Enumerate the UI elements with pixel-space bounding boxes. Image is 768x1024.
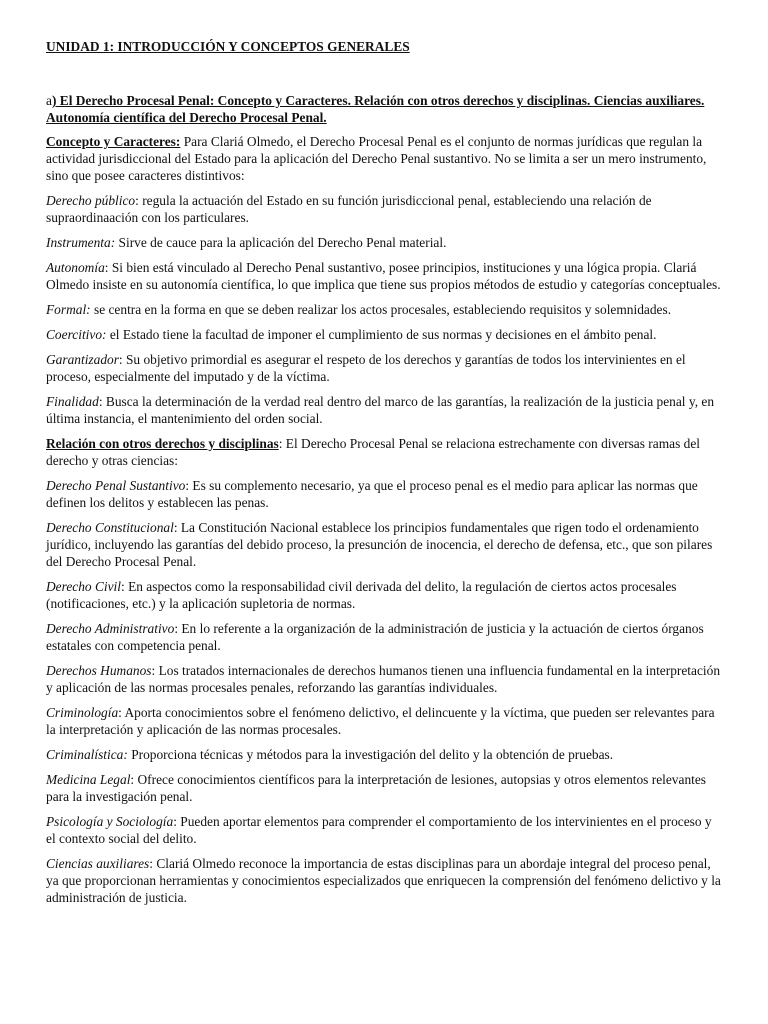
caracter-term: Formal: bbox=[46, 302, 91, 317]
caracter-term: Coercitivo: bbox=[46, 327, 107, 342]
relacion-term: Medicina Legal bbox=[46, 772, 131, 787]
relacion-item bbox=[46, 746, 724, 763]
caracter-paragraph bbox=[46, 192, 724, 226]
caracter-text: : regula la actuación del Estado en su función jurisdiccional penal, estableciendo una relación de supraordinaación con los particulares. bbox=[46, 193, 652, 225]
relacion-term: Derechos Humanos bbox=[46, 663, 152, 678]
relacion-item-text: : Ofrece conocimientos científicos para la interpretación de lesiones, autopsias y otros elementos relevantes para la investigación penal. bbox=[46, 772, 707, 804]
relacion-heading: Relación con otros derechos y disciplinas bbox=[46, 436, 279, 451]
relacion-item-text: : Es su complemento necesario, ya que el proceso penal es el medio para aplicar las normas que definen los delitos y establecen las penas. bbox=[46, 478, 698, 510]
relacion-item bbox=[46, 578, 724, 612]
caracter-paragraph bbox=[46, 301, 724, 318]
concepto-heading: Concepto y Caracteres: bbox=[46, 134, 181, 149]
relacion-item-text: : Clariá Olmedo reconoce la importancia de estas disciplinas para un abordaje integral del proceso penal, ya que proporcionan herramientas y conocimientos especializados que enriquecen la comprensión del fenómeno delictivo y la administración de justicia. bbox=[46, 856, 721, 905]
caracter-term: Finalidad bbox=[46, 394, 99, 409]
relacion-item-text: : Los tratados internacionales de derechos humanos tienen una influencia fundamental en la interpretación y aplicación de las normas procesales penales, reforzando las garantías individuales. bbox=[46, 663, 721, 695]
relacion-item-text: : Aporta conocimientos sobre el fenómeno delictivo, el delincuente y la víctima, que pueden ser relevantes para la interpretación y aplicación de las normas procesales. bbox=[46, 705, 715, 737]
caracter-text: el Estado tiene la facultad de imponer el cumplimiento de sus normas y decisiones en el ámbito penal. bbox=[106, 327, 657, 342]
relacion-term: Derecho Penal Sustantivo bbox=[46, 478, 186, 493]
relacion-item bbox=[46, 477, 724, 511]
relacion-item bbox=[46, 855, 724, 906]
relacion-item-text: : En aspectos como la responsabilidad civil derivada del delito, la regulación de ciertos actos procesales (notificaciones, etc.) y la aplicación supletoria de normas. bbox=[46, 579, 677, 611]
caracter-paragraph bbox=[46, 326, 724, 343]
caracter-text: se centra en la forma en que se deben realizar los actos procesales, estableciendo requisitos y solemnidades. bbox=[90, 302, 672, 317]
caracter-term: Garantizador bbox=[46, 352, 119, 367]
caracter-text: Sirve de cauce para la aplicación del Derecho Penal material. bbox=[115, 235, 447, 250]
relacion-paragraph bbox=[46, 435, 724, 469]
relacion-item bbox=[46, 704, 724, 738]
relacion-term: Criminología bbox=[46, 705, 119, 720]
relacion-term: Criminalística: bbox=[46, 747, 128, 762]
caracter-term: Derecho público bbox=[46, 193, 136, 208]
relacion-item bbox=[46, 620, 724, 654]
relacion-term: Psicología y Sociología bbox=[46, 814, 174, 829]
section-a-letter: a bbox=[46, 93, 52, 108]
document-page bbox=[46, 38, 724, 914]
caracter-text: : Su objetivo primordial es asegurar el respeto de los derechos y garantías de todos los intervinientes en el proceso, especialmente del imputado y de la víctima. bbox=[46, 352, 686, 384]
caracter-term: Autonomía bbox=[46, 260, 105, 275]
relacion-item-text: : La Constitución Nacional establece los principios fundamentales que rigen todo el ordenamiento jurídico, incluyendo las garantías del debido proceso, la presunción de inocencia, el derecho de defensa, etc., que son pilares del Derecho Procesal Penal. bbox=[46, 520, 713, 569]
relacion-item bbox=[46, 813, 724, 847]
relacion-term: Derecho Civil bbox=[46, 579, 121, 594]
caracter-paragraph bbox=[46, 351, 724, 385]
caracter-paragraph bbox=[46, 393, 724, 427]
concepto-paragraph bbox=[46, 133, 724, 184]
caracter-paragraph bbox=[46, 234, 724, 251]
relacion-item bbox=[46, 771, 724, 805]
relacion-term: Derecho Constitucional bbox=[46, 520, 174, 535]
caracter-text: : Si bien está vinculado al Derecho Penal sustantivo, posee principios, instituciones y una lógica propia. Clariá Olmedo insiste en su autonomía científica, lo que implica que tiene sus propios métodos de estudio y categorías conceptuales. bbox=[46, 260, 721, 292]
relacion-term: Derecho Administrativo bbox=[46, 621, 175, 636]
relacion-term: Ciencias auxiliares bbox=[46, 856, 150, 871]
relacion-item-text: : Pueden aportar elementos para comprender el comportamiento de los intervinientes en el proceso y el contexto social del delito. bbox=[46, 814, 712, 846]
relacion-item bbox=[46, 519, 724, 570]
caracter-term: Instrumenta: bbox=[46, 235, 116, 250]
section-a-title: ) El Derecho Procesal Penal: Concepto y Caracteres. Relación con otros derechos y disciplinas. Ciencias auxiliares. Autonomía científica del Derecho Procesal Penal. bbox=[46, 93, 705, 125]
relacion-item bbox=[46, 662, 724, 696]
section-a-heading bbox=[46, 92, 724, 126]
relacion-text: : El Derecho Procesal Penal se relaciona estrechamente con diversas ramas del derecho y otras ciencias: bbox=[46, 436, 700, 468]
unit-title: UNIDAD 1: INTRODUCCIÓN Y CONCEPTOS GENERALES bbox=[46, 39, 410, 54]
relacion-item-text: : En lo referente a la organización de la administración de justicia y la actuación de ciertos órganos estatales con competencia penal. bbox=[46, 621, 704, 653]
relacion-item-text: Proporciona técnicas y métodos para la investigación del delito y la obtención de pruebas. bbox=[127, 747, 614, 762]
caracter-paragraph bbox=[46, 259, 724, 293]
concepto-text: Para Clariá Olmedo, el Derecho Procesal Penal es el conjunto de normas jurídicas que regulan la actividad jurisdiccional del Estado para la aplicación del Derecho Penal sustantivo. No se limita a ser un mero instrumento, sino que posee caracteres distintivos: bbox=[46, 134, 707, 183]
caracter-text: : Busca la determinación de la verdad real dentro del marco de las garantías, la realización de la justicia penal y, en última instancia, el mantenimiento del orden social. bbox=[46, 394, 715, 426]
